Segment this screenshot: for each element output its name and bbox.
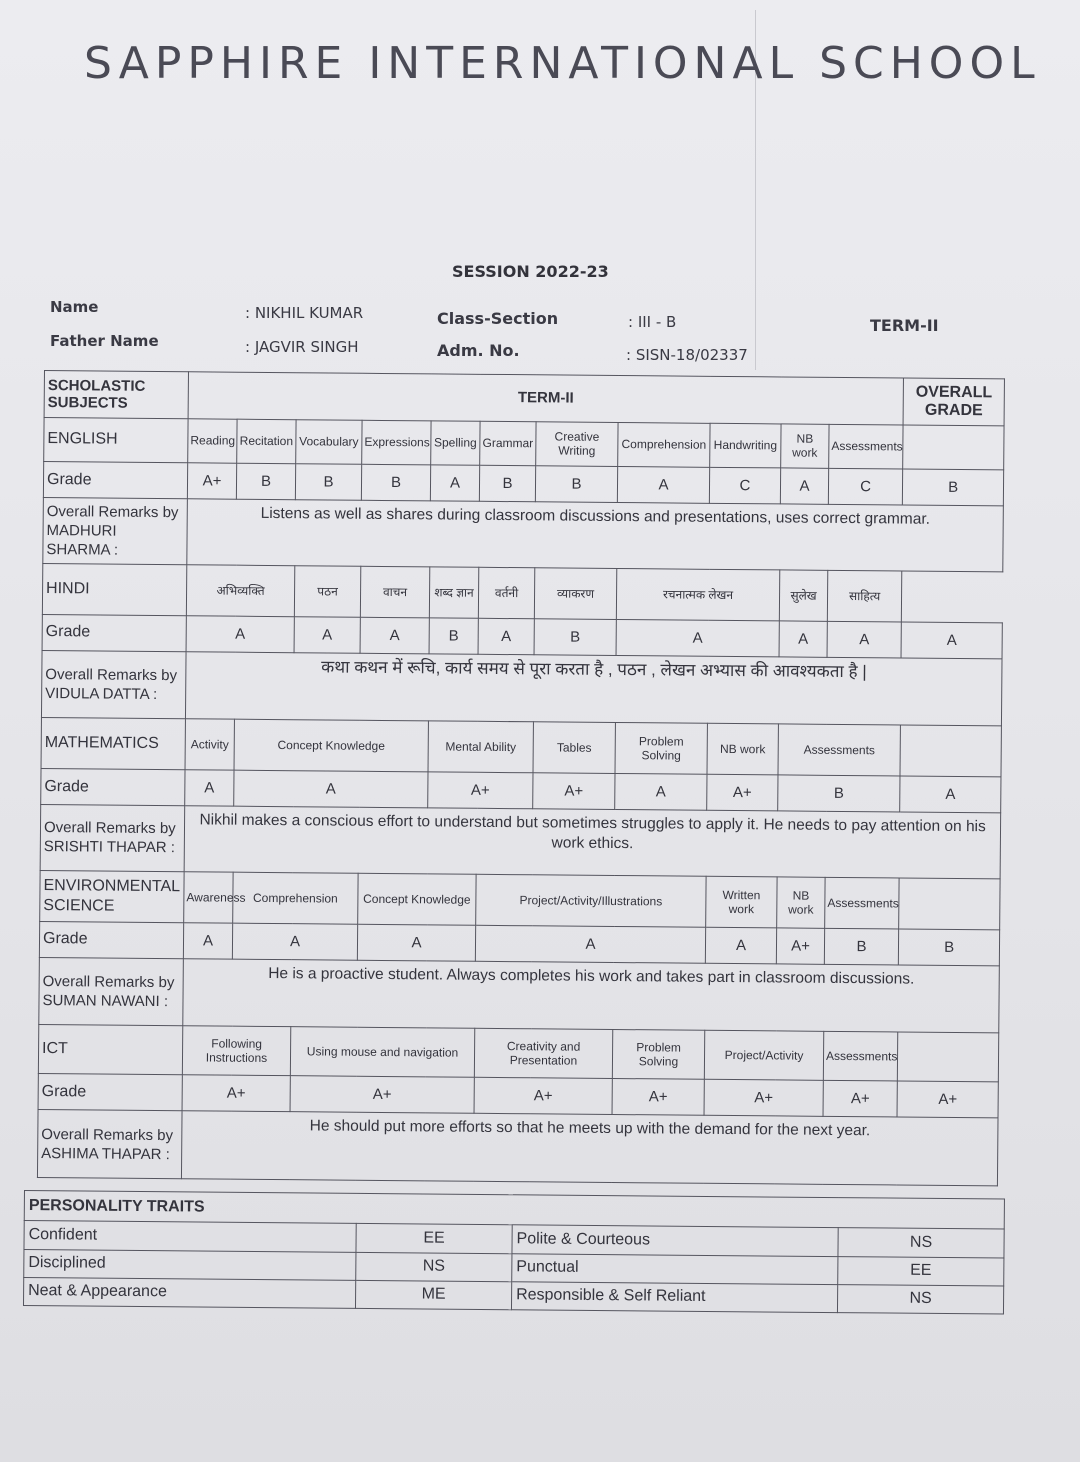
grade-cell: B [534, 618, 616, 655]
column-header: Expressions [362, 420, 431, 465]
grade-cell: A [294, 616, 360, 653]
empty-cell [897, 1032, 998, 1082]
grade-cell: A [185, 770, 234, 806]
grade-cell: A+ [182, 1075, 290, 1112]
grade-cell: B [778, 775, 900, 812]
grade-cell: A [827, 621, 901, 658]
grade-cell: C [709, 467, 780, 504]
grade-cell: A+ [707, 774, 778, 811]
grade-cell: A [234, 770, 428, 808]
column-header: Assessments [823, 1032, 898, 1081]
personality-traits-heading: PERSONALITY TRAITS [24, 1191, 1004, 1230]
column-header: Problem Solving [612, 1030, 704, 1080]
grade-cell: A+ [474, 1077, 612, 1114]
column-header: Assessments [829, 424, 904, 469]
column-header: Concept Knowledge [234, 719, 428, 772]
evs-columns-row [40, 870, 1001, 929]
name-label: Name [50, 298, 99, 316]
column-header: अभिव्यक्ति [186, 564, 294, 616]
column-header: वाचन [360, 566, 429, 617]
column-header: व्याकरण [534, 568, 616, 620]
father-name: : JAGVIR SINGH [245, 338, 359, 356]
column-header: Mental Ability [428, 721, 533, 773]
ict-subject: ICT [38, 1025, 182, 1075]
trait-value: NS [356, 1252, 512, 1282]
remark-text: He should put more efforts so that he meets up with the demand for the next year. [181, 1111, 998, 1186]
grade-cell: A [232, 923, 357, 960]
hindi-columns-row [42, 563, 1003, 622]
empty-cell [900, 725, 1001, 777]
column-header: Awareness [184, 872, 233, 923]
hindi-remarks-row [41, 650, 1002, 726]
column-header: Grammar [480, 421, 536, 466]
column-header: सुलेख [779, 570, 827, 621]
column-header: Vocabulary [296, 419, 362, 464]
grade-cell: A [779, 620, 827, 656]
grade-cell: A [617, 467, 709, 504]
column-header: पठन [294, 565, 360, 616]
grade-cell: B [361, 464, 430, 501]
term-label: TERM-II [870, 316, 939, 335]
overall-grade-cell: B [903, 469, 1004, 506]
trait-label: Punctual [512, 1253, 838, 1284]
trait-value: NS [837, 1284, 1003, 1314]
remark-text: He is a proactive student. Always completes his work and takes part in classroom discussions. [183, 958, 1000, 1033]
grade-cell: A+ [612, 1079, 704, 1116]
remark-label: Overall Remarks by MADHURI SHARMA : [43, 498, 188, 565]
column-header: Creativity and Presentation [474, 1029, 612, 1079]
table-header-row [44, 371, 1005, 426]
column-header: Creative Writing [536, 421, 618, 466]
trait-label: Confident [24, 1221, 356, 1252]
column-header: NB work [781, 424, 829, 469]
overall-grade-cell: A+ [897, 1081, 998, 1118]
column-header: Handwriting [710, 423, 781, 468]
column-header: शब्द ज्ञान [429, 567, 478, 618]
ict-columns-row [38, 1025, 999, 1082]
adm-no-label: Adm. No. [437, 341, 520, 360]
grade-cell: A+ [823, 1080, 897, 1117]
column-header: Project/Activity/Illustrations [476, 874, 706, 927]
grade-label: Grade [42, 614, 186, 651]
column-header: Following Instructions [182, 1026, 290, 1076]
grade-cell: B [535, 466, 617, 503]
column-header: Reading [188, 418, 237, 463]
grade-cell: A+ [290, 1076, 474, 1114]
grade-cell: C [828, 468, 902, 505]
remark-label: Overall Remarks by ASHIMA THAPAR : [37, 1110, 182, 1179]
grade-label: Grade [38, 1074, 182, 1111]
column-header: Tables [533, 722, 615, 774]
grade-cell: A+ [428, 772, 533, 809]
maths-columns-row [41, 718, 1002, 777]
maths-subject: MATHEMATICS [41, 718, 185, 770]
column-header: Activity [185, 719, 234, 770]
trait-value: NS [838, 1228, 1004, 1258]
remark-label: Overall Remarks by SRISHTI THAPAR : [40, 805, 185, 872]
grade-cell: A+ [187, 463, 236, 499]
grade-cell: A+ [776, 928, 824, 964]
grade-cell: A+ [533, 773, 615, 810]
grade-cell: A [780, 468, 828, 504]
grade-cell: B [295, 464, 361, 501]
school-name: SAPPHIRE INTERNATIONAL SCHOOL [84, 38, 1041, 89]
remark-text: Nikhil makes a conscious effort to understand but sometimes struggles to apply it. He needs to pay attention on his work ethics. [184, 806, 1001, 879]
remark-label: Overall Remarks by SUMAN NAWANI : [39, 957, 184, 1026]
maths-remarks-row [40, 805, 1001, 879]
grade-cell: B [429, 617, 478, 653]
english-remarks-row [43, 498, 1004, 572]
grade-label: Grade [43, 462, 187, 499]
column-header: Assessments [778, 724, 901, 776]
trait-label: Polite & Courteous [512, 1225, 838, 1256]
column-header: Problem Solving [615, 723, 707, 775]
grade-cell: A [478, 618, 534, 654]
column-header: Written work [706, 876, 777, 927]
scholastic-subjects-heading: SCHOLASTIC SUBJECTS [44, 371, 188, 419]
column-header: Concept Knowledge [358, 873, 476, 925]
column-header: Recitation [237, 419, 296, 464]
column-header: Comprehension [233, 872, 358, 924]
column-header: रचनात्मक लेखन [616, 568, 779, 620]
english-subject: ENGLISH [44, 417, 188, 463]
empty-cell [899, 878, 1000, 930]
trait-value: ME [355, 1280, 511, 1310]
column-header: Comprehension [618, 422, 710, 467]
ict-remarks-row [37, 1110, 998, 1186]
evs-subject: ENVIRONMENTAL SCIENCE [40, 870, 184, 922]
column-header: साहित्य [827, 570, 902, 621]
grade-cell: A [616, 619, 779, 656]
evs-remarks-row [39, 957, 1000, 1033]
overall-grade-cell: B [898, 929, 999, 966]
class-section-value: : III - B [628, 313, 677, 331]
session-title: SESSION 2022-23 [452, 262, 609, 281]
trait-label: Neat & Appearance [23, 1277, 355, 1308]
grade-cell: A [357, 924, 475, 961]
column-header: Using mouse and navigation [290, 1027, 474, 1077]
grade-cell: A [360, 617, 429, 654]
grade-cell: A [186, 615, 294, 652]
grade-cell: A [183, 922, 232, 958]
grade-cell: A [615, 774, 707, 811]
grade-cell: A [475, 925, 705, 963]
father-name-label: Father Name [50, 332, 159, 350]
column-header: Project/Activity [704, 1031, 823, 1081]
overall-grade-cell: A [901, 622, 1002, 659]
remark-label: Overall Remarks by VIDULA DATTA : [41, 650, 186, 719]
grade-cell: A [430, 465, 479, 501]
column-header: वर्तनी [478, 567, 534, 618]
trait-value: EE [356, 1224, 512, 1254]
grade-label: Grade [39, 921, 183, 958]
personality-traits-table [23, 1190, 1005, 1315]
grade-cell: B [236, 463, 295, 500]
trait-label: Responsible & Self Reliant [511, 1282, 837, 1313]
class-section-label: Class-Section [437, 309, 559, 328]
grade-cell: A+ [704, 1079, 823, 1116]
overall-grade-heading: OVERALL GRADE [903, 378, 1004, 425]
trait-value: EE [838, 1256, 1004, 1286]
remark-text: Listens as well as shares during classroom discussions and presentations, uses correct grammar. [187, 499, 1004, 572]
term-heading: TERM-II [188, 372, 904, 425]
grade-cell: B [824, 928, 898, 965]
column-header: Spelling [431, 420, 480, 465]
empty-cell [903, 425, 1004, 470]
overall-grade-cell: A [900, 776, 1001, 813]
student-name: : NIKHIL KUMAR [245, 304, 364, 322]
grade-label: Grade [41, 769, 185, 806]
remark-text: कथा कथन में रूचि, कार्य समय से पूरा करता है , पठन , लेखन अभ्यास की आवश्यकता है | [185, 651, 1002, 726]
column-header: NB work [777, 877, 825, 928]
grade-cell: B [479, 465, 535, 501]
column-header: NB work [707, 724, 778, 775]
trait-label: Disciplined [24, 1249, 356, 1280]
column-header: Assessments [825, 877, 900, 928]
grade-cell: A [705, 927, 776, 964]
scholastic-table [37, 370, 1005, 1186]
hindi-subject: HINDI [42, 563, 186, 615]
adm-no-value: : SISN-18/02337 [626, 346, 748, 364]
